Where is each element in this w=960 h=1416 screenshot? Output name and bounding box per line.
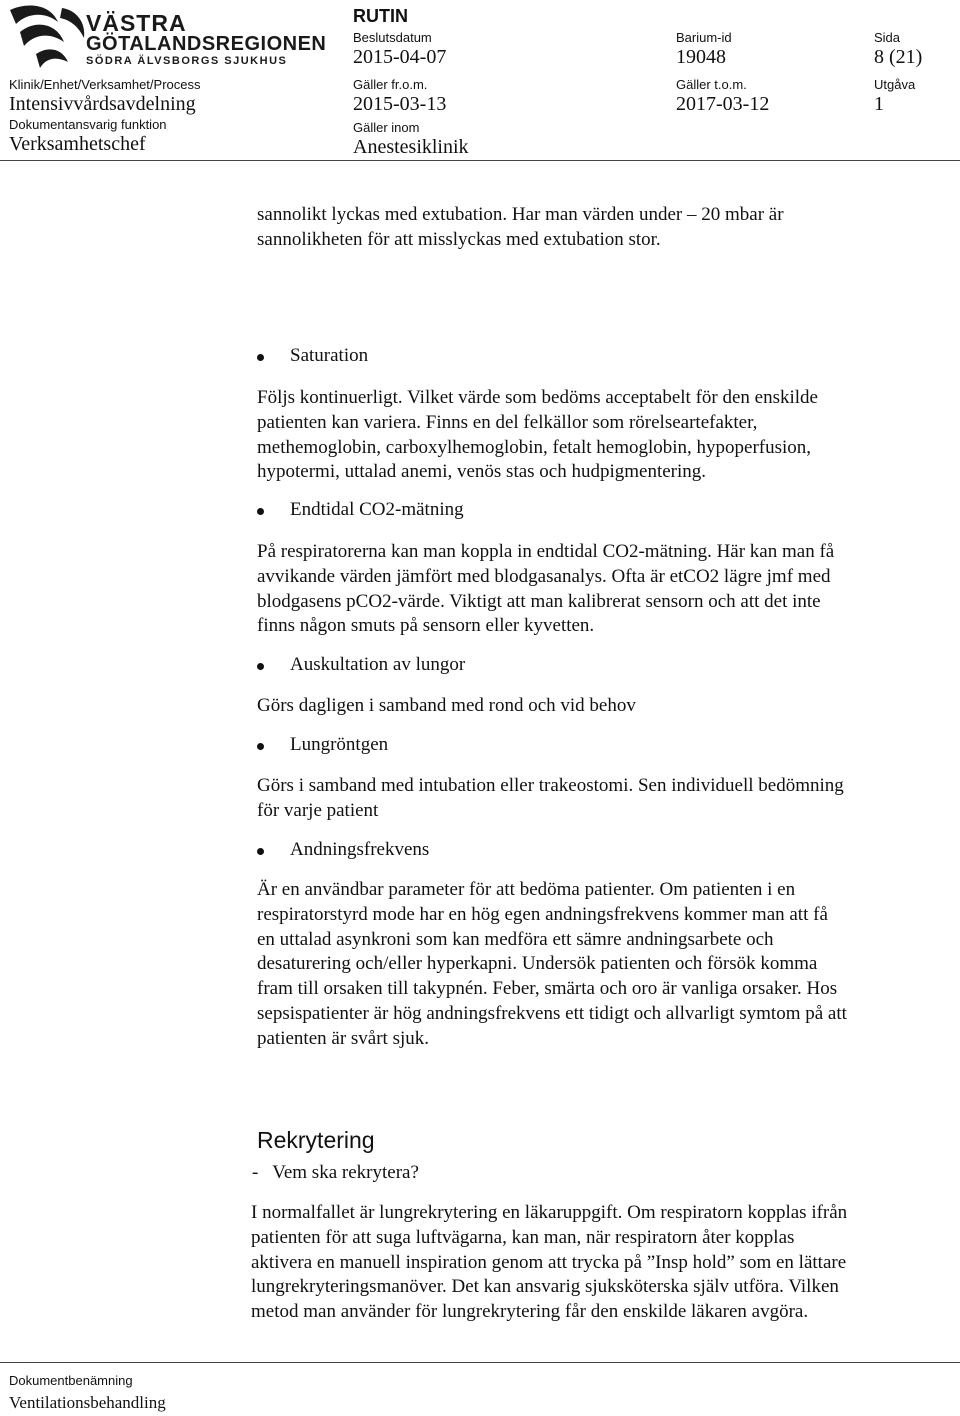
logo-line-3: SÖDRA ÄLVSBORGS SJUKHUS — [86, 55, 288, 67]
logo-line-2: GÖTALANDSREGIONEN — [86, 33, 327, 55]
bullet-auskultation: Auskultation av lungor — [290, 654, 466, 675]
bullet-dot-icon — [257, 663, 264, 670]
section-heading: Rekrytering — [257, 1127, 375, 1153]
footer-value: Ventilationsbehandling — [9, 1393, 166, 1412]
text-line: Görs dagligen i samband med rond och vid behov — [257, 695, 636, 716]
co2-paragraph — [257, 540, 834, 639]
valid-from-value: 2015-03-13 — [353, 93, 447, 115]
text-line: metod man använder för lungrekrytering får den enskilde läkaren avgöra. — [251, 1301, 809, 1323]
page-label: Sida — [874, 30, 901, 45]
decided-value: 2015-04-07 — [353, 46, 447, 68]
bullet-andning: Andningsfrekvens — [290, 839, 430, 860]
responsible-value: Verksamhetschef — [9, 133, 146, 155]
text-line: avvikande värden jämfört med blodgasanalys. Ofta är etCO2 lägre jmf med — [257, 565, 831, 587]
text-line: respiratorstyrd mode har en hög egen andningsfrekvens kommer man att få — [257, 903, 828, 925]
unit-value: Intensivvårdsavdelning — [9, 93, 196, 115]
bullet-dot-icon — [257, 848, 264, 855]
bullet-dot-icon — [257, 354, 264, 361]
text-line: Följs kontinuerligt. Vilket värde som bedöms acceptabelt för den enskilde — [257, 387, 818, 408]
header-divider — [0, 160, 960, 161]
unit-label: Klinik/Enhet/Verksamhet/Process — [9, 77, 201, 92]
rekrytering-paragraph — [251, 1201, 847, 1325]
edition-value: 1 — [874, 93, 884, 115]
text-line: aktivera en manuell inspiration genom att trycka på ”Insp hold” som en lättare — [251, 1251, 847, 1273]
page-value: 8 (21) — [874, 46, 923, 68]
auskultation-paragraph — [257, 694, 636, 719]
text-line: Är en användbar parameter för att bedöma patienter. Om patienten i en — [257, 879, 796, 900]
question-line: - Vem ska rekrytera? — [252, 1162, 419, 1183]
footer-label: Dokumentbenämning — [9, 1373, 133, 1388]
edition-label: Utgåva — [874, 77, 916, 92]
bullet-dot-icon — [257, 508, 264, 515]
logo-mark-icon — [6, 2, 92, 74]
text-line: På respiratorerna kan man koppla in endtidal CO2-mätning. Här kan man få — [257, 541, 835, 562]
text-line: finns någon smuts på sensorn eller kyvetten. — [257, 615, 595, 637]
bullet-saturation: Saturation — [290, 345, 369, 366]
text-line: hypotermi, uttalad anemi, venös stas och hudpigmentering. — [257, 461, 707, 483]
organization-logo — [0, 0, 330, 72]
barium-id-label: Barium-id — [676, 30, 732, 45]
bullet-dot-icon — [257, 743, 264, 750]
text-line: blodgasens pCO2-värde. Viktigt att man kalibrerat sensorn och att det inte — [257, 590, 821, 612]
doc-type: RUTIN — [353, 6, 408, 26]
text-line: patienten för att suga luftvägarna, kan man, när respiratorn åter kopplas — [251, 1226, 795, 1248]
text-line: patienten kan variera. Finns en del felkällor som rörelseartefakter, — [257, 411, 758, 433]
text-line: desaturering och/eller hyperkapni. Undersök patienten och försök komma — [257, 953, 818, 975]
valid-to-label: Gäller t.o.m. — [676, 77, 747, 92]
footer-divider — [0, 1362, 960, 1363]
intro-paragraph — [257, 203, 784, 253]
text-line: för varje patient — [257, 799, 379, 821]
text-line: en uttalad asynkroni som kan medföra ett sämre andningsarbete och — [257, 928, 774, 950]
rontgen-paragraph — [257, 774, 844, 824]
scope-value: Anestesiklinik — [353, 136, 469, 158]
text-line: sepsispatienter är hög andningsfrekvens ett tidigt och allvarligt symtom på att — [257, 1002, 847, 1024]
saturation-paragraph — [257, 386, 818, 485]
valid-to-value: 2017-03-12 — [676, 93, 770, 115]
text-line: fram till orsaken till takypnén. Feber, smärta och oro är vanliga orsaker. Hos — [257, 978, 838, 1000]
logo-line-1: VÄSTRA — [86, 10, 187, 36]
responsible-label: Dokumentansvarig funktion — [9, 117, 167, 132]
scope-label: Gäller inom — [353, 120, 420, 135]
bullet-rontgen: Lungröntgen — [290, 734, 389, 755]
text-line: methemoglobin, carboxylhemoglobin, fetalt hemoglobin, hypoperfusion, — [257, 436, 812, 458]
decided-label: Beslutsdatum — [353, 30, 432, 45]
bullet-co2: Endtidal CO2-mätning — [290, 499, 464, 520]
barium-id-value: 19048 — [676, 46, 726, 68]
text-line: I normalfallet är lungrekrytering en läkaruppgift. Om respiratorn kopplas ifrån — [251, 1202, 848, 1223]
valid-from-label: Gäller fr.o.m. — [353, 77, 428, 92]
text-line: lungrekryteringsmanöver. Det kan ansvarig sjuksköterska själv utföra. Vilken — [251, 1276, 839, 1298]
text-line: sannolikheten för att misslyckas med extubation stor. — [257, 228, 661, 250]
andning-paragraph — [257, 878, 847, 1052]
text-line: Görs i samband med intubation eller trakeostomi. Sen individuell bedömning — [257, 775, 844, 796]
text-line: sannolikt lyckas med extubation. Har man värden under – 20 mbar är — [257, 204, 784, 225]
text-line: patienten är svårt sjuk. — [257, 1027, 430, 1049]
